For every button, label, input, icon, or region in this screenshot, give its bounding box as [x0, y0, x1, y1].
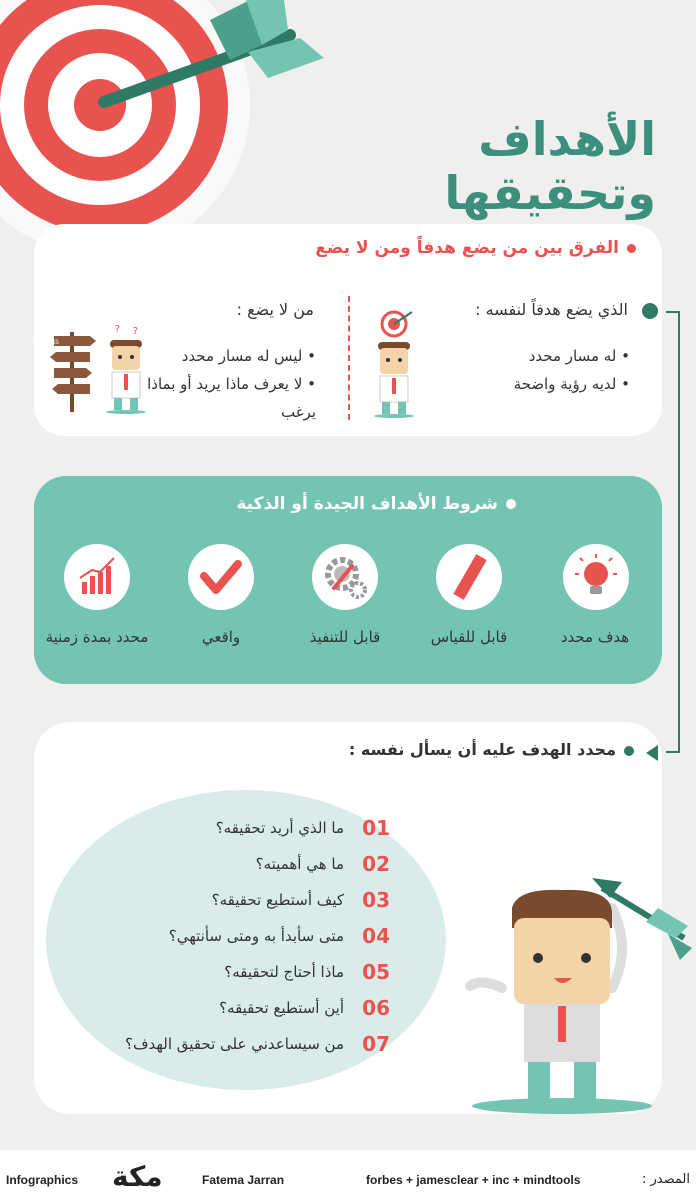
signpost-text: SUCCESS: [31, 339, 59, 346]
question-number: 04: [362, 924, 390, 948]
condition-label: قابل للقياس: [430, 628, 508, 646]
goal-setter-heading: الذي يضع هدفاً لنفسه :: [475, 300, 628, 319]
footer: [0, 1150, 696, 1200]
bullet-icon: [624, 746, 634, 756]
question-row: [30, 1032, 390, 1062]
svg-text:?: ?: [132, 326, 138, 337]
question-text: ما هي أهميته؟: [255, 855, 344, 873]
man-with-target-icon: [368, 308, 424, 418]
question-row: [30, 924, 390, 954]
list-item: • لا يعرف ماذا يريد أو بماذا يرغب: [116, 370, 316, 426]
footer-author: Fatema Jarran: [202, 1173, 285, 1187]
checkmark-icon: [188, 544, 254, 610]
svg-text:?: ?: [114, 324, 120, 335]
condition-label: واقعي: [201, 628, 241, 646]
man-holding-arrow-illustration: [462, 868, 692, 1118]
footer-source-value: forbes + jamesclear + inc + mindtools: [366, 1173, 581, 1187]
bullet-icon: [627, 244, 636, 253]
footer-infographics-label: Infographics: [6, 1173, 79, 1187]
questions-heading: محدد الهدف عليه أن يسأل نفسه :: [349, 740, 634, 759]
question-text: ماذا أحتاج لتحقيقه؟: [224, 963, 344, 981]
ruler-icon: [436, 544, 502, 610]
condition-label: قابل للتنفيذ: [309, 628, 381, 646]
question-row: [30, 816, 390, 846]
question-text: أين أستطيع تحقيقه؟: [219, 999, 344, 1017]
page-title: الأهداف وتحقيقها: [444, 112, 656, 220]
makkah-logo: مكة: [112, 1160, 163, 1193]
question-row: [30, 996, 390, 1026]
question-number: 01: [362, 816, 390, 840]
lightbulb-icon: [563, 544, 629, 610]
list-item: • له مسار محدد: [430, 342, 630, 370]
question-number: 05: [362, 960, 390, 984]
question-row: [30, 960, 390, 990]
dashed-divider: [348, 296, 350, 420]
bullet-icon: [506, 499, 516, 509]
question-number: 03: [362, 888, 390, 912]
connector-line: [666, 311, 680, 753]
question-text: ما الذي أريد تحقيقه؟: [215, 819, 344, 837]
question-number: 02: [362, 852, 390, 876]
question-text: متى سأبدأ به ومتى سأنتهي؟: [168, 927, 344, 945]
question-text: من سيساعدني على تحقيق الهدف؟: [124, 1035, 344, 1053]
confused-man-signpost-icon: [31, 322, 154, 414]
list-item: • لديه رؤية واضحة: [430, 370, 630, 398]
connector-arrow-icon: [646, 745, 658, 761]
target-arrow-illustration: [0, 0, 340, 240]
question-number: 06: [362, 996, 390, 1020]
question-text: كيف أستطيع تحقيقه؟: [211, 891, 344, 909]
footer-source-label: المصدر :: [642, 1172, 690, 1187]
question-row: [30, 888, 390, 918]
comparison-heading: الفرق بين من يضع هدفاً ومن لا يضع: [315, 238, 636, 258]
non-goal-setter-heading: من لا يضع :: [236, 300, 314, 319]
question-number: 07: [362, 1032, 390, 1056]
condition-label: محدد بمدة زمنية: [45, 628, 149, 646]
bar-chart-icon: [64, 544, 130, 610]
gear-wrench-icon: [312, 544, 378, 610]
question-row: [30, 852, 390, 882]
smart-goals-heading: شروط الأهداف الجيدة أو الذكية: [236, 494, 516, 514]
goal-setter-list: [430, 342, 630, 398]
condition-label: هدف محدد: [560, 628, 630, 646]
list-item: • ليس له مسار محدد: [116, 342, 316, 370]
connector-dot: [642, 303, 658, 319]
